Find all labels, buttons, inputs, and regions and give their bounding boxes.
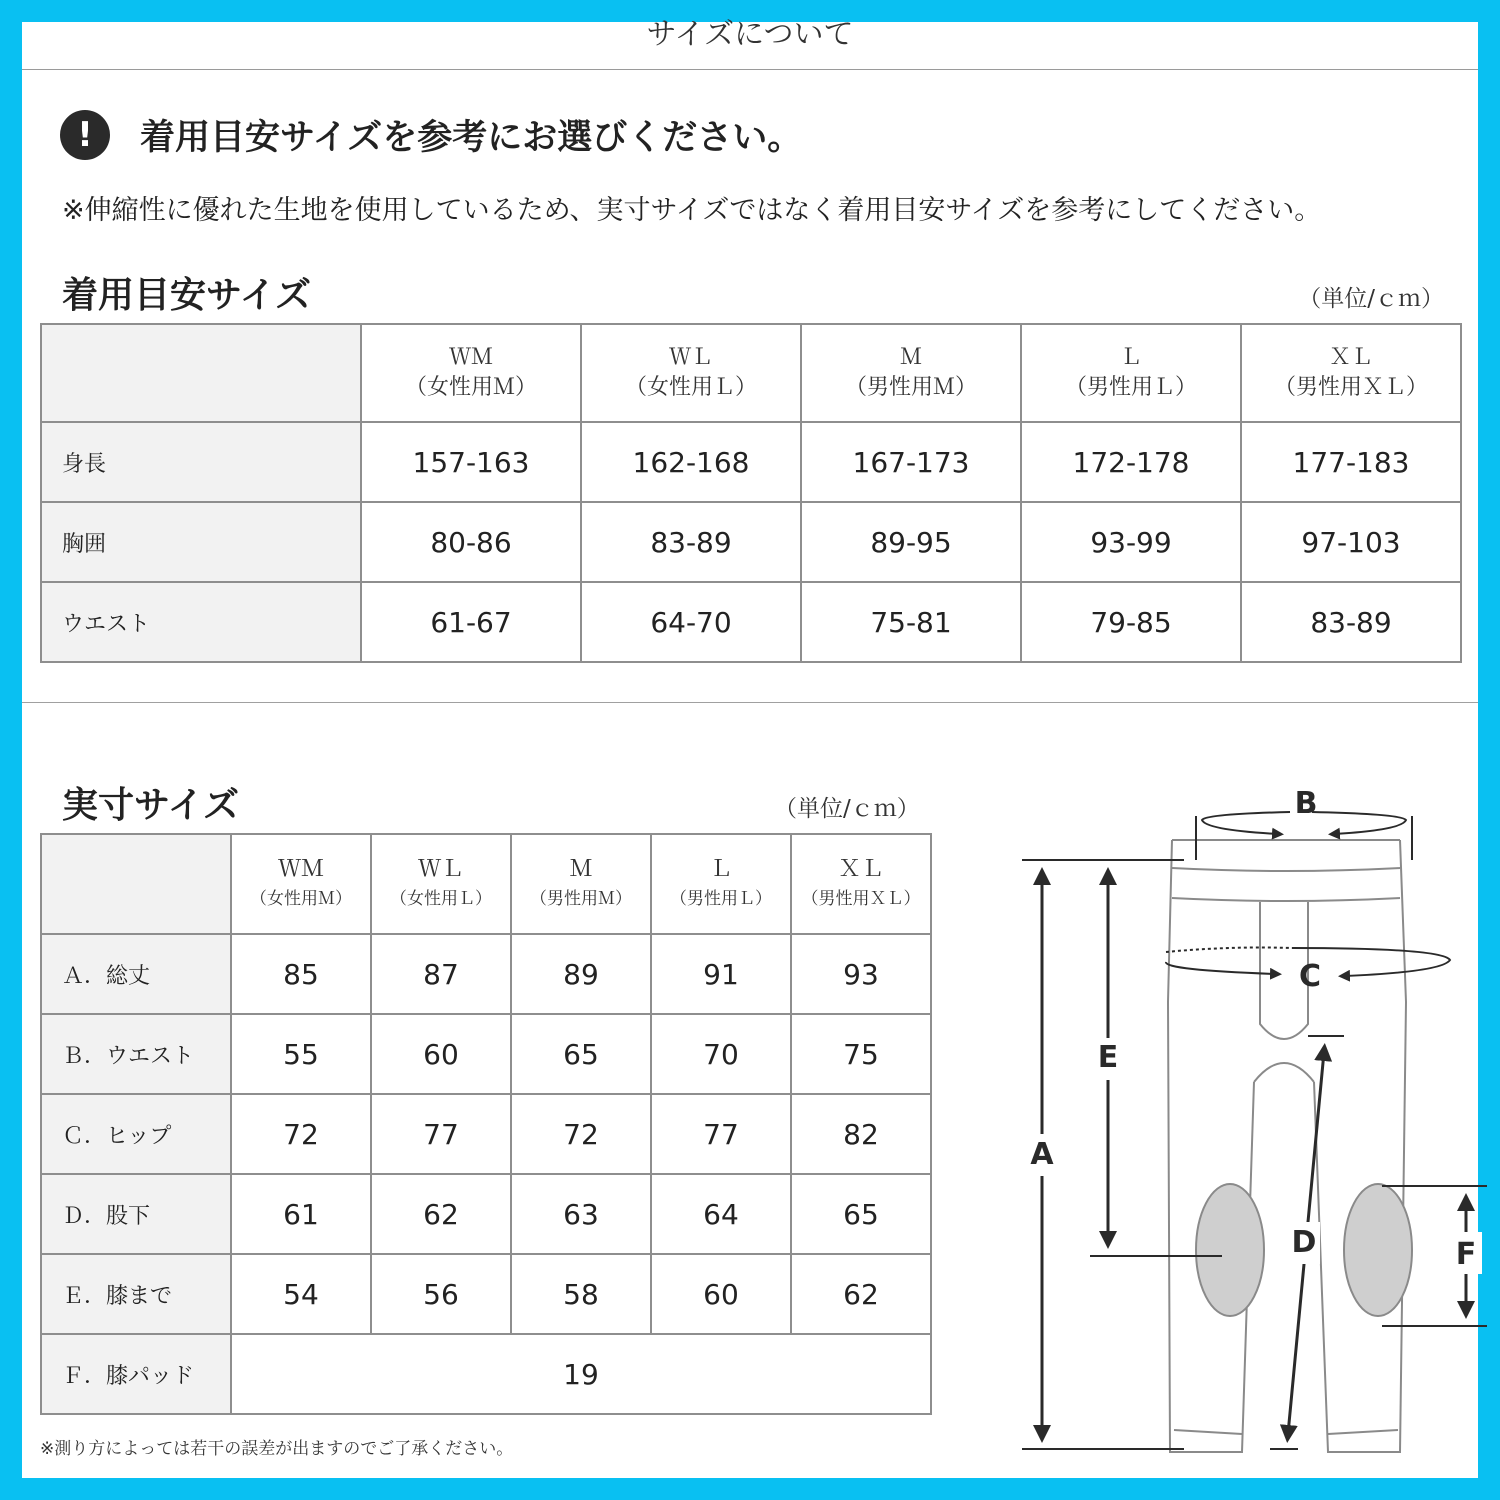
table-header-row [41,324,1461,422]
column-header [791,834,931,934]
size-label: （女性用Ｌ） [624,375,757,400]
table-row [41,1174,931,1254]
table-cell: 83-89 [581,502,801,582]
table-cell: 85 [231,934,371,1014]
table-cell: 54 [231,1254,371,1334]
size-label: （男性用Ｍ） [530,889,632,909]
table-header-row [41,834,931,934]
table-cell: 89-95 [801,502,1021,582]
notice-title: 着用目安サイズを参考にお選びください。 [140,118,803,158]
actual-size-title: 実寸サイズ [62,785,240,826]
fit-size-unit: （単位/ｃｍ） [1298,286,1444,312]
header-corner-cell [41,834,231,934]
table-row [41,582,1461,662]
table-cell: 75-81 [801,582,1021,662]
column-header [231,834,371,934]
actual-size-unit: （単位/ｃｍ） [774,796,920,822]
table-row [41,934,931,1014]
table-cell: 62 [791,1254,931,1334]
table-cell: 82 [791,1094,931,1174]
table-cell: 61-67 [361,582,581,662]
table-cell: 157-163 [361,422,581,502]
table-cell: 55 [231,1014,371,1094]
label-d: D [1291,1225,1317,1260]
size-code: ＸＬ [1328,345,1373,370]
fit-size-table [40,323,1462,663]
table-cell: 75 [791,1014,931,1094]
row-label: Ａ．総丈 [41,934,231,1014]
size-label: （女性用Ｍ） [404,375,537,400]
notice-subtitle: ※伸縮性に優れた生地を使用しているため、実寸サイズではなく着用目安サイズを参考にしてください。 [62,195,1322,226]
header-corner-cell [41,324,361,422]
column-header [801,324,1021,422]
size-label: （男性用ＸＬ） [801,889,921,909]
label-e: E [1097,1040,1119,1075]
table-cell: 89 [511,934,651,1014]
reference-lines [1022,816,1487,1449]
table-cell: 62 [371,1174,511,1254]
label-a: A [1030,1137,1054,1172]
size-code: Ｌ [1119,345,1142,370]
table-row [41,1014,931,1094]
size-label: （男性用ＸＬ） [1273,375,1428,400]
table-cell: 93 [791,934,931,1014]
table-cell: 72 [511,1094,651,1174]
table-cell: 93-99 [1021,502,1241,582]
leggings-outline [1168,840,1406,1452]
table-cell: 70 [651,1014,791,1094]
size-info-card [22,17,1478,1478]
merged-cell: 19 [231,1334,931,1414]
row-label: Ｄ．股下 [41,1174,231,1254]
table-cell: 77 [651,1094,791,1174]
table-cell: 65 [511,1014,651,1094]
column-header [371,834,511,934]
column-header [511,834,651,934]
column-header [1021,324,1241,422]
table-row [41,422,1461,502]
size-label: （男性用Ｌ） [1064,375,1197,400]
footnote: ※測り方によっては若干の誤差が出ますのでご了承ください。 [40,1439,514,1459]
size-code: ＷＭ [448,345,493,370]
section-divider [22,702,1478,703]
table-cell: 65 [791,1174,931,1254]
table-cell: 61 [231,1174,371,1254]
knee-pad-left [1196,1184,1264,1316]
table-row [41,1334,931,1414]
size-label: （男性用Ｍ） [844,375,977,400]
table-cell: 77 [371,1094,511,1174]
row-label: ウエスト [41,582,361,662]
table-cell: 64-70 [581,582,801,662]
exclamation-icon: ! [60,110,110,160]
table-cell: 162-168 [581,422,801,502]
size-code: Ｌ [709,856,733,882]
table-cell: 72 [231,1094,371,1174]
label-b: B [1294,786,1318,821]
page-header [22,17,1478,70]
column-header [1241,324,1461,422]
row-label: Ｅ．膝まで [41,1254,231,1334]
actual-size-table [40,833,932,1415]
table-cell: 172-178 [1021,422,1241,502]
size-code: ＷＬ [668,345,713,370]
table-cell: 177-183 [1241,422,1461,502]
table-cell: 167-173 [801,422,1021,502]
size-label: （女性用Ｌ） [390,889,492,909]
table-cell: 58 [511,1254,651,1334]
table-row [41,1094,931,1174]
row-label: Ｆ．膝パッド [41,1334,231,1414]
table-cell: 79-85 [1021,582,1241,662]
column-header [581,324,801,422]
row-label: 身長 [41,422,361,502]
row-label: Ｂ．ウエスト [41,1014,231,1094]
column-header [651,834,791,934]
size-code: Ｍ [569,856,593,882]
table-cell: 63 [511,1174,651,1254]
table-cell: 83-89 [1241,582,1461,662]
size-code: ＸＬ [838,856,884,882]
label-c: C [1298,959,1322,994]
column-header [361,324,581,422]
size-label: （女性用Ｍ） [250,889,352,909]
size-code: ＷＭ [278,856,324,882]
table-cell: 64 [651,1174,791,1254]
table-cell: 87 [371,934,511,1014]
table-cell: 80-86 [361,502,581,582]
label-f: F [1455,1237,1477,1272]
knee-pad-right [1344,1184,1412,1316]
leggings-diagram [992,762,1477,1452]
page-title: サイズについて [646,17,854,52]
fit-size-title: 着用目安サイズ [62,275,312,316]
table-cell: 60 [371,1014,511,1094]
table-cell: 56 [371,1254,511,1334]
row-label: 胸囲 [41,502,361,582]
table-cell: 97-103 [1241,502,1461,582]
size-code: ＷＬ [418,856,464,882]
table-row [41,502,1461,582]
row-label: Ｃ．ヒップ [41,1094,231,1174]
table-cell: 91 [651,934,791,1014]
table-row [41,1254,931,1334]
size-label: （男性用Ｌ） [670,889,772,909]
size-code: Ｍ [899,345,922,370]
notice [60,110,802,160]
table-cell: 60 [651,1254,791,1334]
